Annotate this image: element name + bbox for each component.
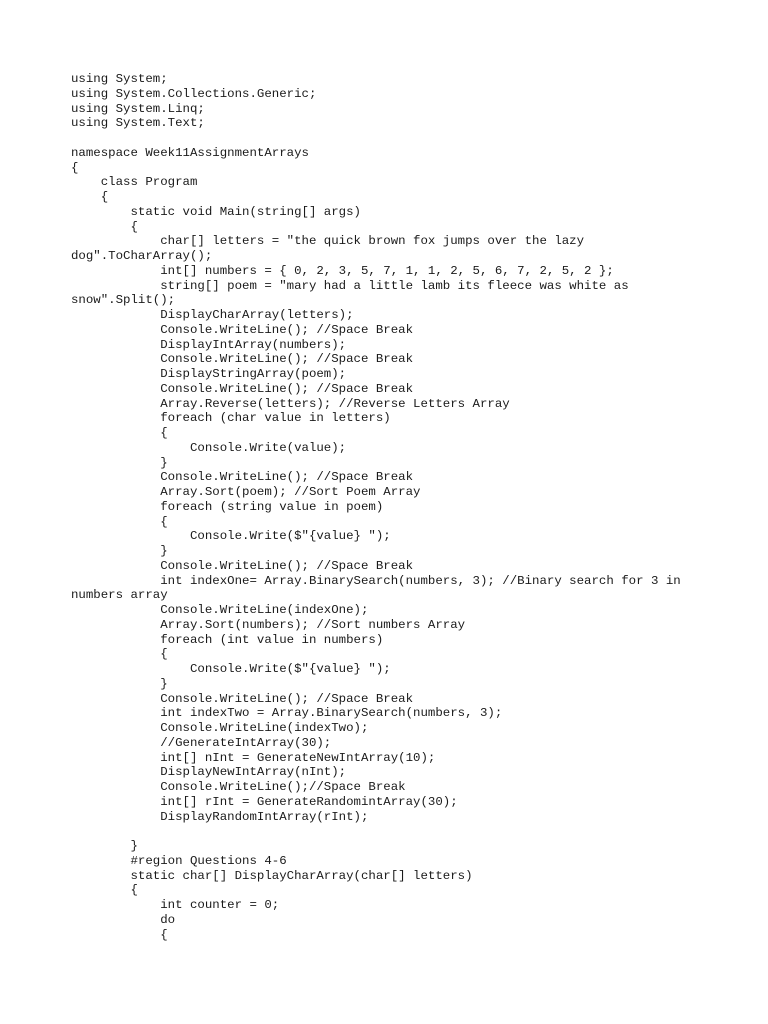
code-line: { (71, 514, 168, 529)
code-line: Console.WriteLine(indexOne); (71, 603, 369, 617)
code-line: DisplayStringArray(poem); (71, 367, 347, 381)
code-line: Console.WriteLine(); //Space Break (71, 691, 414, 706)
code-line: Console.WriteLine(); //Space Break (71, 558, 414, 573)
code-line: DisplayRandomIntArray(rInt); (71, 809, 369, 824)
code-line: class Program (71, 175, 198, 190)
code-line: { (71, 190, 109, 204)
code-line: static char[] DisplayCharArray(char[] letters) (71, 868, 473, 883)
code-line: //GenerateIntArray(30); (71, 735, 332, 750)
code-line: static void Main(string[] args) (71, 204, 361, 219)
code-line: Console.Write(value); (71, 440, 347, 455)
code-line (71, 824, 711, 839)
code-line: int[] nInt = GenerateNewIntArray(10); (71, 750, 436, 765)
code-document (71, 72, 711, 942)
code-line: foreach (int value in numbers) (71, 632, 384, 647)
code-line: } (71, 544, 168, 558)
code-line: string[] poem = "mary had a little lamb its fleece was white as (71, 278, 629, 293)
code-line (71, 131, 711, 146)
code-line: Console.WriteLine(); //Space Break (71, 352, 414, 367)
code-line: } (71, 839, 138, 853)
code-line: using System.Text; (71, 116, 205, 131)
code-line: Console.Write($"{value} "); (71, 662, 391, 676)
code-line: DisplayNewIntArray(nInt); (71, 765, 347, 780)
code-line: } (71, 676, 168, 691)
code-line: snow".Split(); (71, 293, 176, 308)
code-line: { (71, 426, 168, 440)
code-line: numbers array (71, 588, 168, 603)
code-line: Console.Write($"{value} "); (71, 529, 391, 544)
code-line: DisplayCharArray(letters); (71, 308, 354, 322)
code-line: int counter = 0; (71, 898, 280, 912)
code-line: dog".ToCharArray(); (71, 249, 213, 263)
code-line: Array.Reverse(letters); //Reverse Letters Array (71, 396, 510, 411)
code-line: namespace Week11AssignmentArrays (71, 145, 309, 160)
code-line: { (71, 219, 138, 234)
code-line: using System; (71, 72, 168, 86)
code-line: Console.WriteLine(); //Space Break (71, 470, 414, 485)
code-line: { (71, 883, 138, 898)
code-line: Array.Sort(poem); //Sort Poem Array (71, 485, 421, 499)
code-line: Console.WriteLine(); //Space Break (71, 381, 414, 396)
code-line: foreach (string value in poem) (71, 499, 384, 514)
code-line: int[] numbers = { 0, 2, 3, 5, 7, 1, 1, 2, 5, 6, 7, 2, 5, 2 }; (71, 263, 614, 278)
code-line: char[] letters = "the quick brown fox jumps over the lazy (71, 234, 585, 249)
code-line: #region Questions 4-6 (71, 853, 287, 868)
code-line: { (71, 160, 79, 175)
code-line: int indexOne= Array.BinarySearch(numbers, 3); //Binary search for 3 in (71, 573, 681, 588)
code-line: using System.Collections.Generic; (71, 86, 317, 101)
code-line: int[] rInt = GenerateRandomintArray(30); (71, 794, 458, 809)
code-line: } (71, 455, 168, 470)
code-line: Console.WriteLine(indexTwo); (71, 721, 369, 735)
code-line: do (71, 912, 176, 927)
code-line: { (71, 927, 168, 942)
code-line: int indexTwo = Array.BinarySearch(numbers, 3); (71, 706, 503, 721)
code-line: { (71, 647, 168, 662)
code-line: DisplayIntArray(numbers); (71, 337, 347, 352)
code-line: Array.Sort(numbers); //Sort numbers Array (71, 617, 466, 632)
code-line: using System.Linq; (71, 101, 205, 116)
code-line: Console.WriteLine();//Space Break (71, 780, 406, 794)
code-line: foreach (char value in letters) (71, 411, 391, 426)
code-line: Console.WriteLine(); //Space Break (71, 322, 414, 337)
